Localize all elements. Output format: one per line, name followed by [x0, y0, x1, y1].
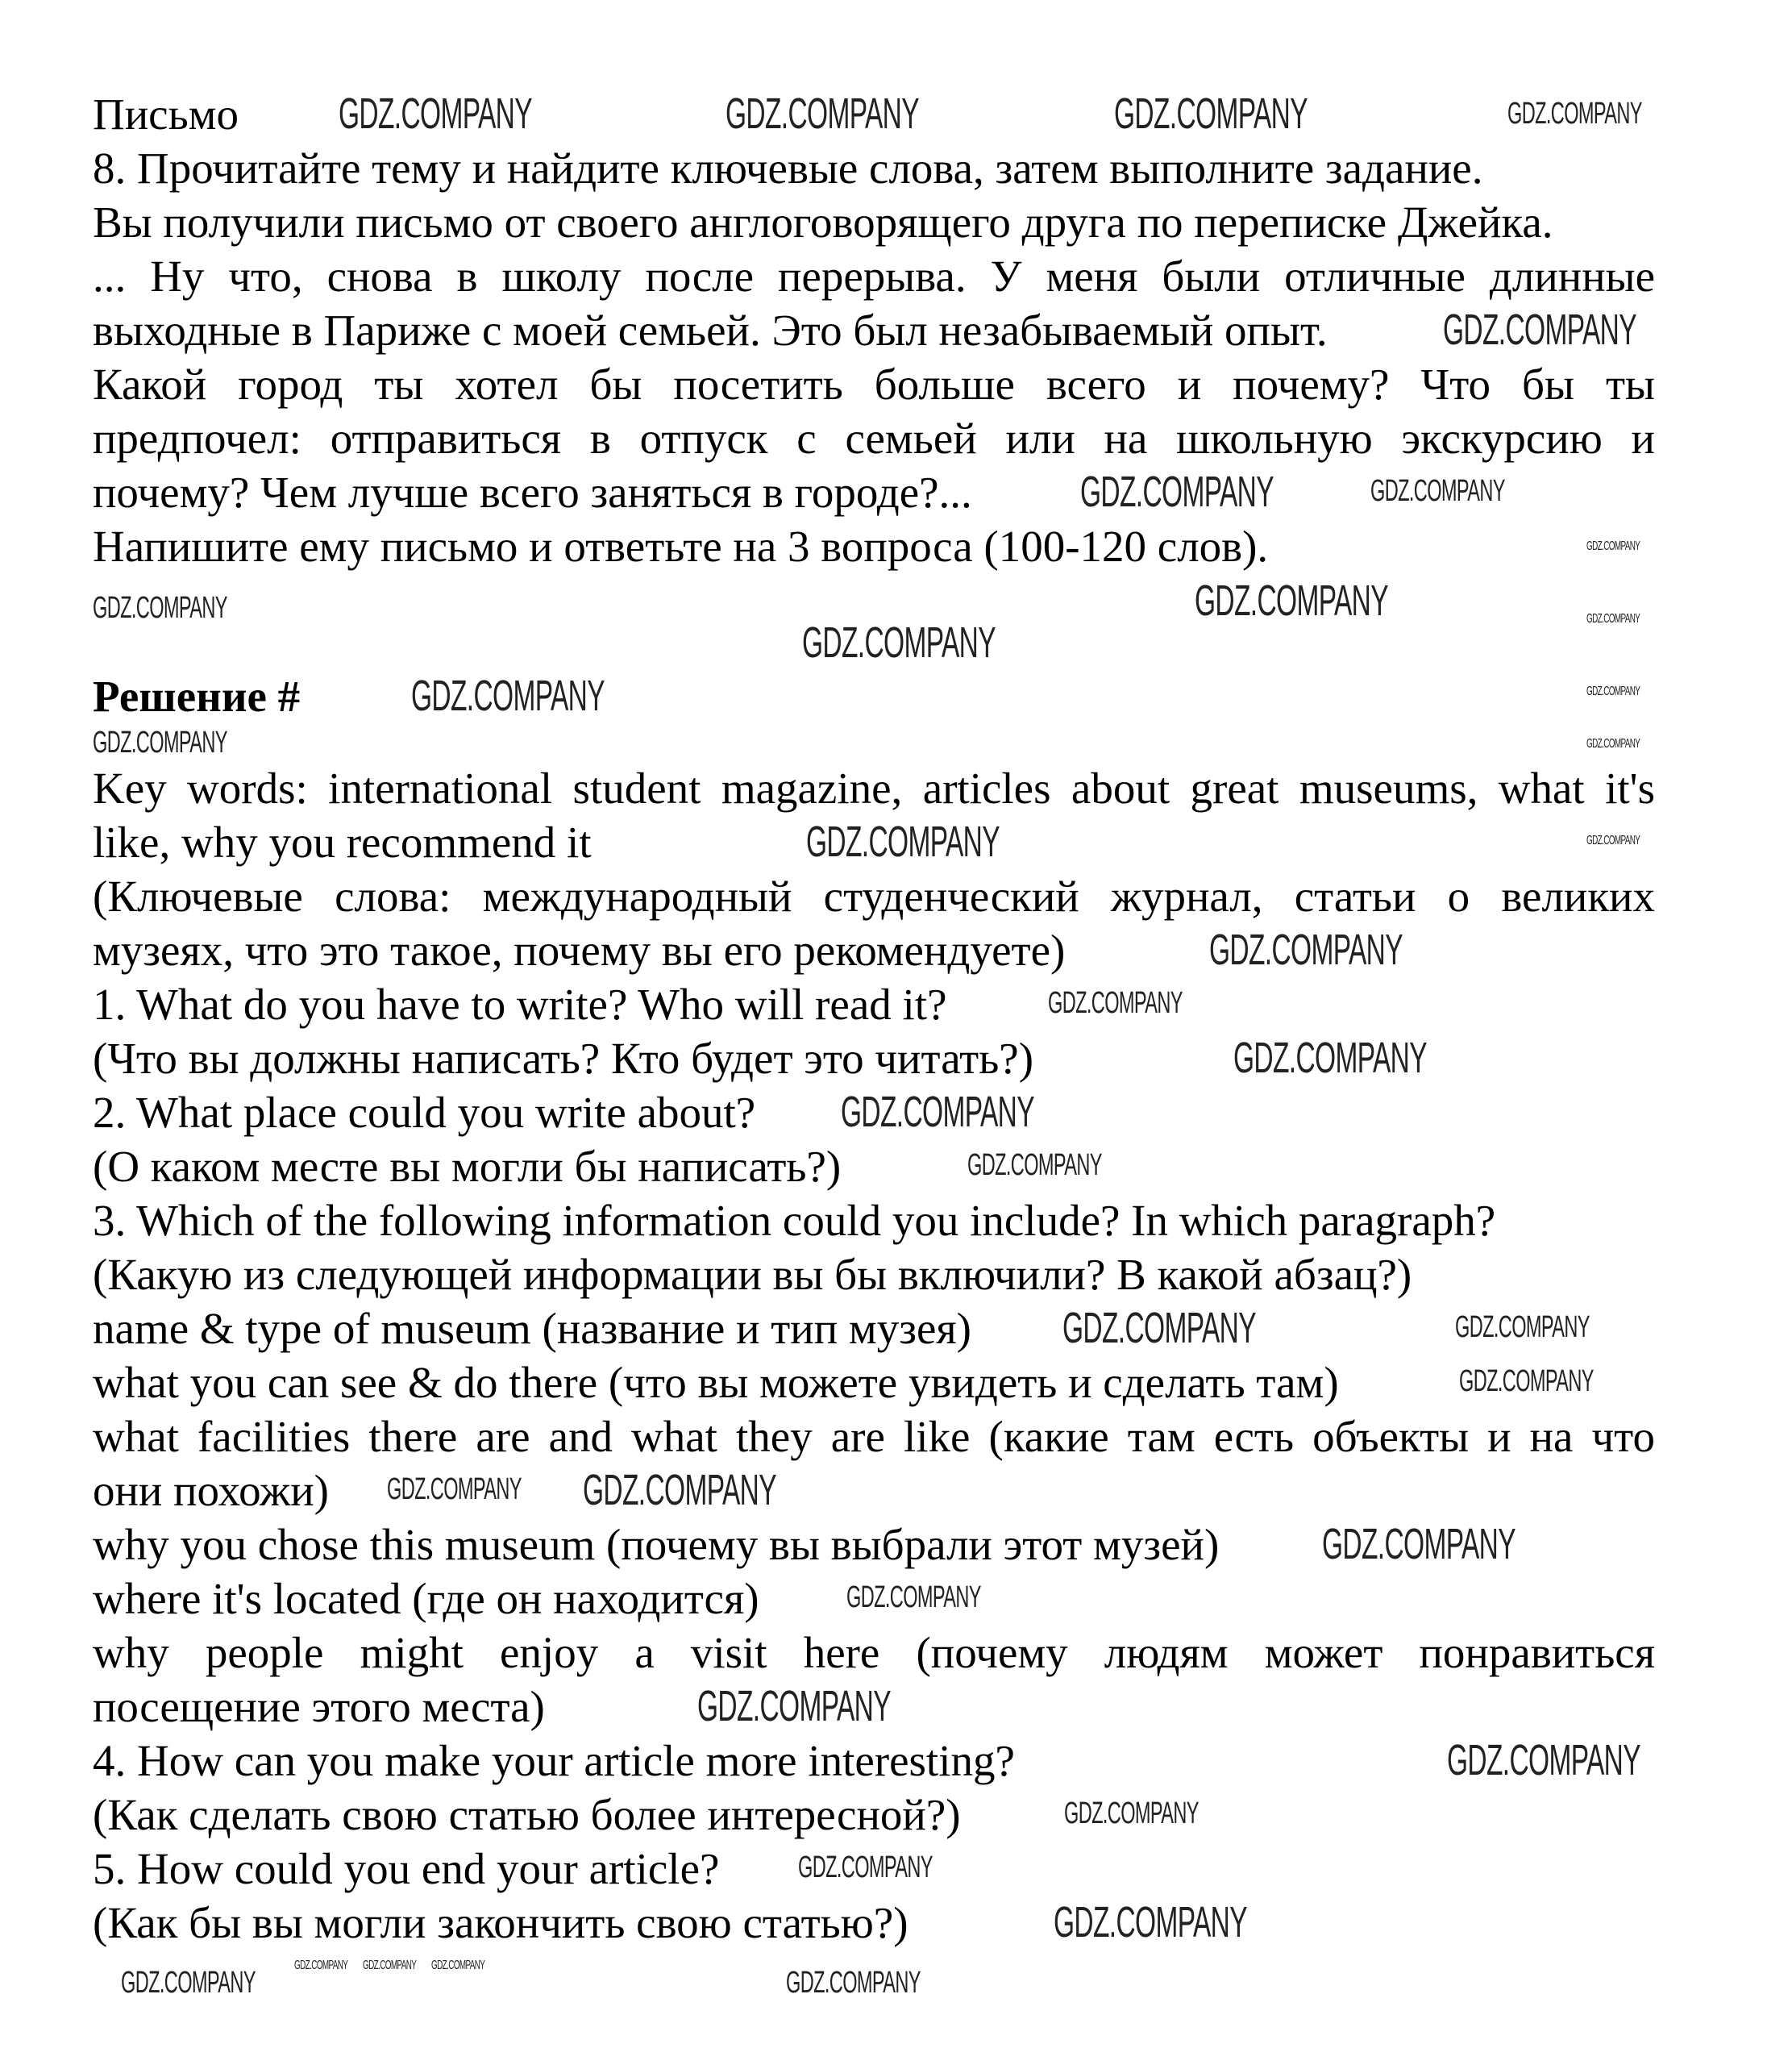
watermark: GDZ.COMPANY: [1459, 1364, 1594, 1398]
watermark: GDZ.COMPANY: [798, 1850, 933, 1884]
task-line: почему? Чем лучше всего заняться в городе?...: [93, 468, 972, 517]
watermark: GDZ.COMPANY: [1080, 468, 1274, 516]
solution-line: 1. What do you have to write? Who will read it?: [93, 980, 947, 1029]
watermark: GDZ.COMPANY: [1370, 474, 1505, 508]
watermark: GDZ.COMPANY: [802, 618, 996, 667]
watermark: GDZ.COMPANY: [1507, 97, 1642, 131]
solution-line: why people might enjoy a visit here (почему людям может понравиться: [93, 1628, 1655, 1677]
watermark: GDZ.COMPANY: [1048, 986, 1183, 1020]
watermark: GDZ.COMPANY: [806, 818, 1000, 866]
watermark: GDZ.COMPANY: [93, 591, 227, 625]
solution-line: 5. How could you end your article?: [93, 1844, 720, 1893]
watermark: GDZ.COMPANY: [1455, 1310, 1590, 1344]
solution-line: (О каком месте вы могли бы написать?): [93, 1142, 842, 1191]
watermark: GDZ.COMPANY: [1586, 685, 1640, 698]
watermark: GDZ.COMPANY: [1062, 1304, 1256, 1352]
solution-line: (Ключевые слова: международный студенческий журнал, статьи о великих: [93, 872, 1655, 921]
solution-line: what facilities there are and what they are like (какие там есть объекты и на что: [93, 1412, 1655, 1461]
document-body: [93, 87, 1655, 1950]
watermark: GDZ.COMPANY: [583, 1466, 776, 1514]
watermark: GDZ.COMPANY: [1322, 1520, 1516, 1568]
watermark: GDZ.COMPANY: [846, 1580, 981, 1614]
letter-heading: Письмо: [93, 90, 239, 139]
watermark: GDZ.COMPANY: [1064, 1796, 1199, 1830]
watermark: GDZ.COMPANY: [726, 90, 919, 138]
watermark: GDZ.COMPANY: [339, 90, 532, 138]
solution-line: (Какую из следующей информации вы бы включили? В какой абзац?): [93, 1250, 1412, 1299]
solution-line: (Что вы должны написать? Кто будет это читать?): [93, 1034, 1034, 1083]
solution-line: like, why you recommend it: [93, 818, 592, 867]
solution-line: why you chose this museum (почему вы выбрали этот музей): [93, 1520, 1220, 1569]
solution-line: (Как бы вы могли закончить свою статью?): [93, 1898, 908, 1947]
solution-line: (Как сделать свою статью более интересной?): [93, 1790, 961, 1839]
watermark: GDZ.COMPANY: [1054, 1898, 1247, 1946]
watermark: GDZ.COMPANY: [1233, 1034, 1427, 1082]
task-line: ... Ну что, снова в школу после перерыва. У меня были отличные длинные: [93, 252, 1655, 301]
solution-line: Key words: international student magazine, articles about great museums, what it's: [93, 764, 1655, 813]
task-line: Напишите ему письмо и ответьте на 3 вопроса (100-120 слов).: [93, 522, 1269, 571]
watermark: GDZ.COMPANY: [1209, 926, 1403, 974]
watermark: GDZ.COMPANY: [363, 1959, 417, 1972]
watermark: GDZ.COMPANY: [697, 1682, 891, 1730]
task-line: Вы получили письмо от своего англоговорящего друга по переписке Джейка.: [93, 198, 1553, 247]
solution-line: 2. What place could you write about?: [93, 1088, 756, 1137]
task-line: выходные в Париже с моей семьей. Это был незабываемый опыт.: [93, 306, 1328, 355]
solution-line: what you can see & do there (что вы можете увидеть и сделать там): [93, 1358, 1339, 1407]
watermark: GDZ.COMPANY: [411, 672, 605, 720]
solution-heading: Решение #: [93, 672, 301, 721]
watermark: GDZ.COMPANY: [786, 1966, 921, 2000]
watermark: GDZ.COMPANY: [1114, 90, 1308, 138]
watermark: GDZ.COMPANY: [1586, 539, 1640, 553]
solution-line: посещение этого места): [93, 1682, 545, 1731]
solution-line: 3. Which of the following information could you include? In which paragraph?: [93, 1196, 1496, 1245]
watermark: GDZ.COMPANY: [1447, 1736, 1640, 1784]
watermark: GDZ.COMPANY: [294, 1959, 348, 1972]
watermark: GDZ.COMPANY: [1586, 834, 1640, 847]
watermark: GDZ.COMPANY: [1586, 612, 1640, 626]
solution-line: музеях, что это такое, почему вы его рекомендуете): [93, 926, 1066, 975]
watermark: GDZ.COMPANY: [841, 1088, 1034, 1136]
watermark: GDZ.COMPANY: [1443, 306, 1636, 354]
solution-line: where it's located (где он находится): [93, 1574, 759, 1623]
watermark: GDZ.COMPANY: [1586, 737, 1640, 751]
watermark: GDZ.COMPANY: [967, 1148, 1102, 1182]
watermark: GDZ.COMPANY: [431, 1959, 485, 1972]
watermark: GDZ.COMPANY: [93, 726, 227, 760]
watermark: GDZ.COMPANY: [1195, 577, 1388, 625]
task-line: 8. Прочитайте тему и найдите ключевые слова, затем выполните задание.: [93, 144, 1483, 193]
task-line: Какой город ты хотел бы посетить больше всего и почему? Что бы ты: [93, 360, 1655, 409]
task-line: предпочел: отправиться в отпуск с семьей или на школьную экскурсию и: [93, 414, 1655, 463]
solution-line: они похожи): [93, 1466, 329, 1515]
solution-line: 4. How can you make your article more interesting?: [93, 1736, 1015, 1785]
watermark: GDZ.COMPANY: [121, 1966, 256, 2000]
solution-line: name & type of museum (название и тип музея): [93, 1304, 971, 1353]
watermark: GDZ.COMPANY: [387, 1472, 522, 1506]
